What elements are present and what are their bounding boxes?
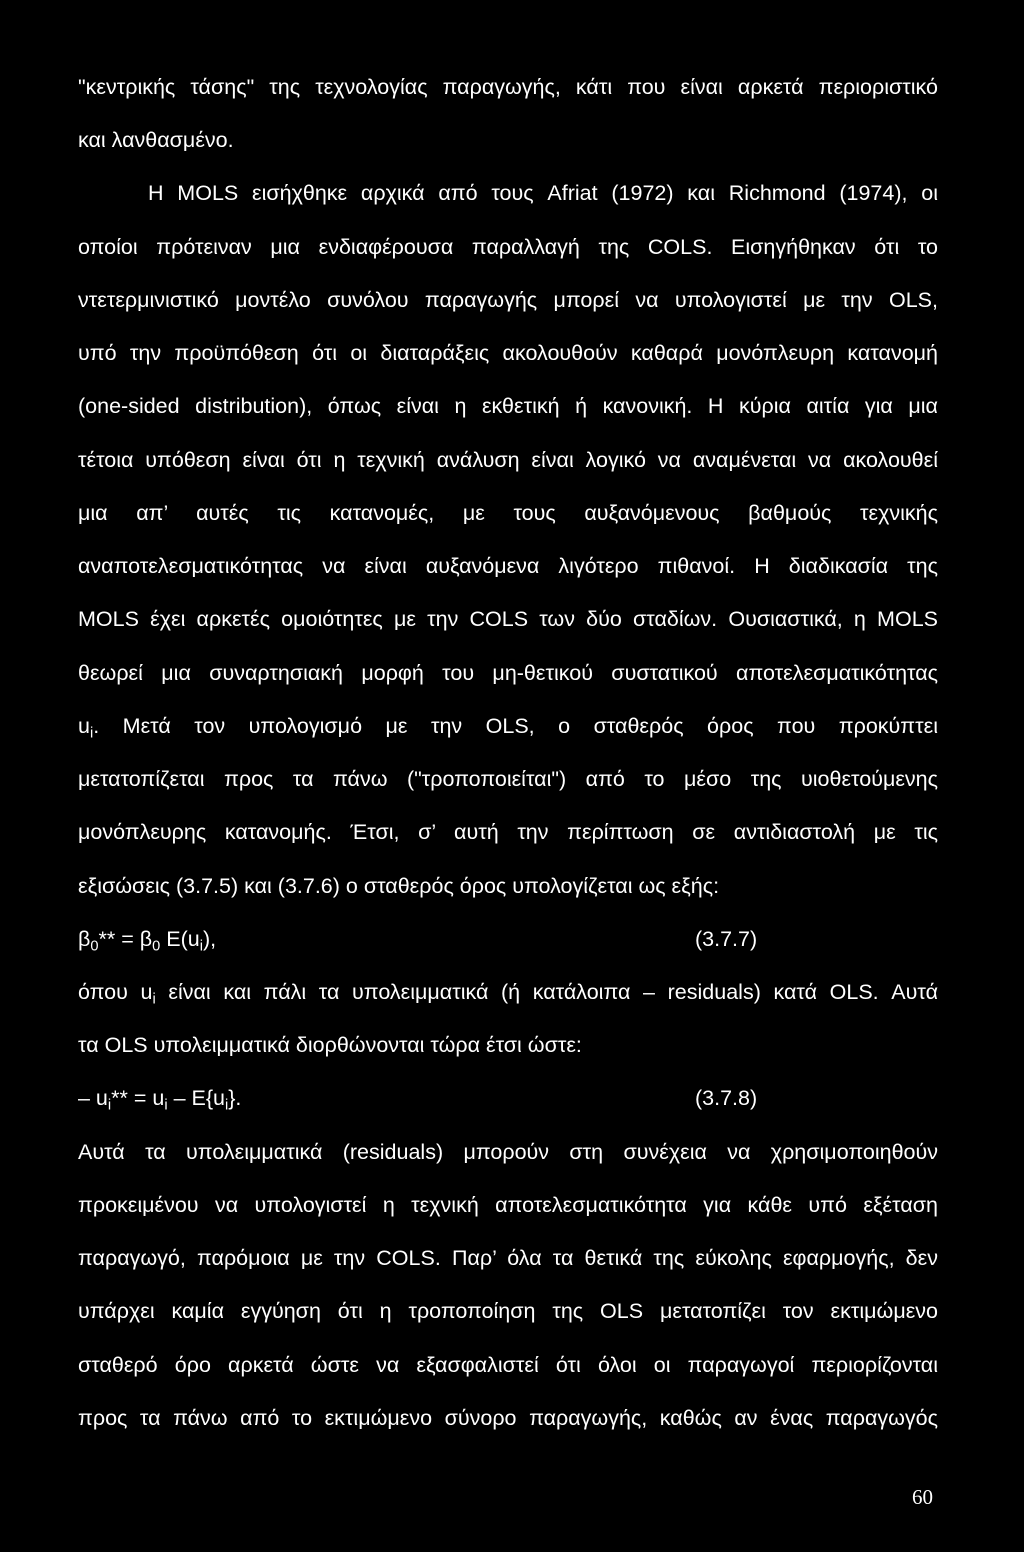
subscript: 0	[90, 938, 99, 955]
line-text: είναι και πάλι τα υπολειμματικά (ή κατάλοιπα – residuals) κατά OLS. Αυτά	[155, 979, 939, 1004]
equation-number: (3.7.8)	[695, 1086, 758, 1111]
text-line	[78, 966, 938, 1019]
equation-part: – E{u	[167, 1086, 225, 1111]
text-line: αναποτελεσματικότητας να είναι αυξανόμενα λιγότερο πιθανοί. Η διαδικασία της	[78, 554, 938, 579]
subscript: i	[152, 991, 156, 1008]
text-line: (one-sided distribution), όπως είναι η εκθετική ή κανονική. Η κύρια αιτία για μια	[78, 394, 938, 419]
text-line: παραγωγό, παρόμοια με την COLS. Παρ’ όλα τα θετικά της εύκολης εφαρμογής, δεν	[78, 1246, 938, 1271]
text-line	[78, 700, 938, 753]
text-line: τα OLS υπολειμματικά διορθώνονται τώρα έτσι ώστε:	[78, 1033, 582, 1058]
equation-part: ** = β	[98, 926, 153, 951]
subscript: i	[199, 938, 203, 955]
subscript: i	[107, 1097, 112, 1114]
text-line: MOLS έχει αρκετές ομοιότητες με την COLS των δύο σταδίων. Ουσιαστικά, η MOLS	[78, 607, 938, 632]
text-line: εξισώσεις (3.7.5) και (3.7.6) ο σταθερός όρος υπολογίζεται ως εξής:	[78, 873, 720, 898]
equation-line	[78, 1072, 938, 1125]
text-line: τέτοια υπόθεση είναι ότι η τεχνική ανάλυση είναι λογικό να αναμένεται να ακολουθεί	[78, 447, 938, 472]
subscript: i	[164, 1097, 168, 1114]
equation-part: ** = u	[111, 1086, 165, 1111]
text-line: υπό την προϋπόθεση ότι οι διαταράξεις ακολουθούν καθαρά μονόπλευρη κατανομή	[78, 341, 938, 366]
equation-part: – u	[78, 1086, 108, 1111]
subscript: 0	[152, 938, 161, 955]
equation-part: ),	[202, 926, 217, 951]
equation-part: }.	[228, 1086, 242, 1111]
text-line: οποίοι πρότειναν μια ενδιαφέρουσα παραλλαγή της COLS. Εισηγήθηκαν ότι το	[78, 234, 938, 259]
subscript: i	[89, 725, 94, 742]
text-line: ντετερμινιστικό μοντέλο συνόλου παραγωγής μπορεί να υπολογιστεί με την OLS,	[78, 287, 938, 312]
text-line: Αυτά τα υπολειμματικά (residuals) μπορούν στη συνέχεια να χρησιμοποιηθούν	[78, 1139, 938, 1164]
equation-part: β	[78, 926, 91, 951]
paragraph-first-line: Η MOLS εισήχθηκε αρχικά από τους Afriat (1972) και Richmond (1974), οι	[148, 181, 938, 206]
text-line: υπάρχει καμία εγγύηση ότι η τροποποίηση της OLS μετατοπίζει τον εκτιμώμενο	[78, 1299, 938, 1324]
equation-line	[78, 913, 938, 966]
variable-u: u	[78, 713, 90, 738]
line-text: όπου u	[78, 979, 153, 1004]
equation-number: (3.7.7)	[695, 926, 758, 951]
text-line: θεωρεί μια συναρτησιακή μορφή του μη-θετικού συστατικού αποτελεσματικότητας	[78, 660, 938, 685]
text-line: και λανθασμένο.	[78, 128, 234, 153]
subscript: i	[224, 1097, 229, 1114]
equation-part: E(u	[160, 926, 200, 951]
text-line: σταθερό όρο αρκετά ώστε να εξασφαλιστεί ότι όλοι οι παραγωγοί περιορίζονται	[78, 1352, 938, 1377]
text-line: μονόπλευρης κατανομής. Έτσι, σ’ αυτή την περίπτωση σε αντιδιαστολή με τις	[78, 820, 938, 845]
text-line: μετατοπίζεται προς τα πάνω ("τροποποιείται") από το μέσο της υιοθετούμενης	[78, 767, 938, 792]
text-line: προς τα πάνω από το εκτιμώμενο σύνορο παραγωγής, καθώς αν ένας παραγωγός	[78, 1405, 938, 1430]
line-text: . Μετά τον υπολογισμό με την OLS, ο σταθερός όρος που προκύπτει	[93, 713, 938, 738]
text-line: "κεντρικής τάσης" της τεχνολογίας παραγωγής, κάτι που είναι αρκετά περιοριστικό	[78, 75, 938, 99]
text-line: μια απ’ αυτές τις κατανομές, με τους αυξανόμενους βαθμούς τεχνικής	[78, 500, 938, 525]
text-line: προκειμένου να υπολογιστεί η τεχνική αποτελεσματικότητα για κάθε υπό εξέταση	[78, 1192, 938, 1217]
page-number: 60	[912, 1485, 933, 1509]
body-text	[78, 61, 938, 1445]
